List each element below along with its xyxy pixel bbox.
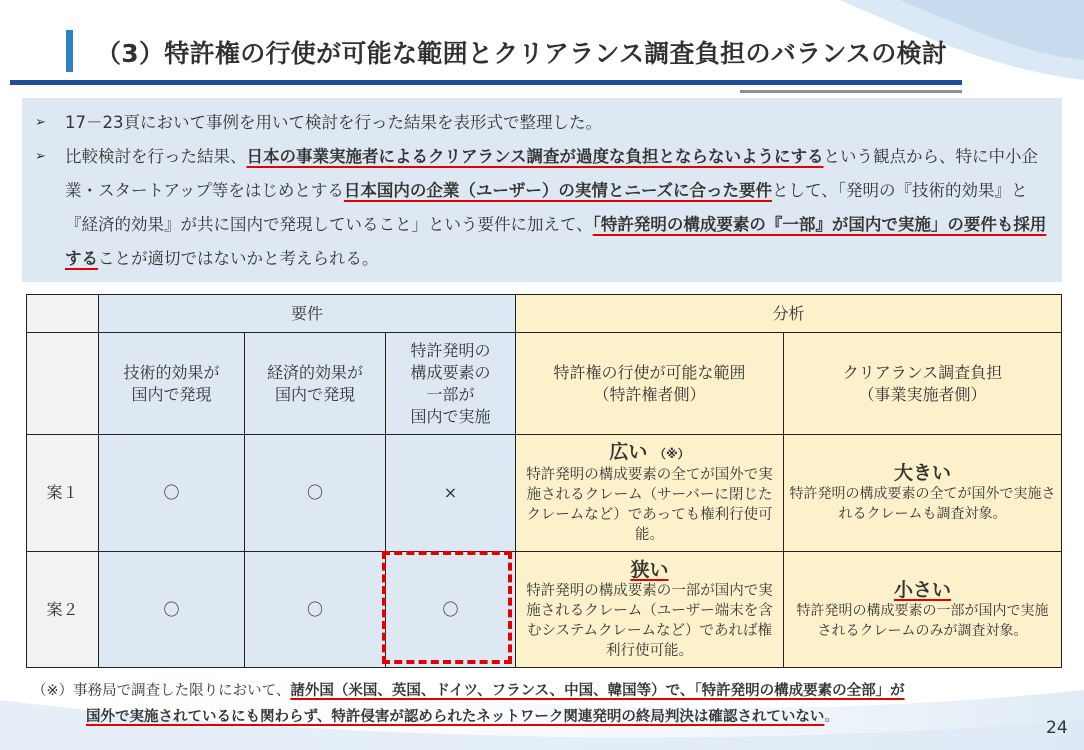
highlight-dashed-box bbox=[382, 551, 512, 664]
requirements-header: 要件 bbox=[99, 295, 516, 333]
scope-cell bbox=[516, 435, 784, 552]
column-header-burden: クリアランス調査負担 （事業実施者側） bbox=[784, 333, 1062, 435]
econ-mark: 〇 bbox=[245, 435, 386, 552]
emphasis-segment: 「特許発明の構成要素の『一部』が国内で実施」の要件も採用する bbox=[65, 215, 1047, 268]
title-underline bbox=[10, 80, 962, 85]
emphasis-segment: 日本国内の企業（ユーザー）の実情とニーズに合った要件 bbox=[343, 181, 773, 200]
burden-detail: 特許発明の構成要素の全てが国外で実施されるクレームも調査対象。 bbox=[789, 486, 1056, 522]
bullet-segment: 17－23頁において事例を用いて検討を行った結果を表形式で整理した。 bbox=[65, 113, 602, 132]
table-row bbox=[27, 435, 1062, 552]
scope-note: （※） bbox=[653, 447, 690, 461]
econ-mark: 〇 bbox=[245, 552, 386, 668]
page-title: （3）特許権の行使が可能な範囲とクリアランス調査負担のバランスの検討 bbox=[96, 39, 948, 68]
footnote-line-2 bbox=[32, 704, 1052, 730]
bullet-segment: として、「発明の『技術的効果』と『経済的効果』が共に国内で発現していること」という要件に加えて、 bbox=[65, 181, 1028, 234]
arrow-bullet-icon: ➢ bbox=[35, 149, 46, 164]
burden-title: 小さい bbox=[893, 578, 951, 601]
bullet-segment: 比較検討を行った結果、 bbox=[65, 147, 247, 166]
footnote-prefix: （※）事務局で調査した限りにおいて、 bbox=[32, 683, 291, 699]
table-row bbox=[27, 552, 1062, 668]
row-label: 案１ bbox=[27, 435, 99, 552]
burden-detail: 特許発明の構成要素の一部が国内で実施されるクレームのみが調査対象。 bbox=[796, 602, 1049, 639]
part-mark: × bbox=[386, 435, 516, 552]
row-label: 案２ bbox=[27, 552, 99, 668]
emphasis-segment: 日本の事業実施者によるクリアランス調査が過度な負担とならないようにする bbox=[246, 147, 824, 166]
arrow-bullet-icon: ➢ bbox=[35, 115, 46, 130]
burden-cell bbox=[784, 552, 1062, 668]
bullet-segment: ことが適切ではないかと考えられる。 bbox=[98, 249, 379, 268]
footnote-line-1 bbox=[32, 678, 1052, 704]
scope-title-line bbox=[520, 441, 779, 465]
tech-mark: 〇 bbox=[99, 435, 245, 552]
footnote-suffix: 。 bbox=[824, 709, 839, 725]
footnote-emphasis: 諸外国（米国、英国、ドイツ、フランス、中国、韓国等）で、「特許発明の構成要素の全部」が bbox=[290, 683, 905, 699]
scope-detail: 特許発明の構成要素の全てが国外で実施されるクレーム（サーバーに閉じたクレームなど）であっても権利行使可能。 bbox=[526, 467, 773, 543]
title-underline-gray bbox=[740, 90, 962, 93]
burden-cell bbox=[784, 435, 1062, 552]
corner-cell bbox=[27, 333, 99, 435]
column-header-scope: 特許権の行使が可能な範囲 （特許権者側） bbox=[516, 333, 784, 435]
part-mark: 〇 bbox=[386, 552, 516, 668]
column-header-part: 特許発明の 構成要素の 一部が 国内で実施 bbox=[386, 333, 516, 435]
bullet-segment: という観点から、特に中小企業・スタートアップ等をはじめとする bbox=[65, 147, 1039, 200]
scope-title: 狭い bbox=[630, 558, 669, 581]
scope-cell bbox=[516, 552, 784, 668]
scope-title-line bbox=[520, 559, 779, 581]
title-accent-bar bbox=[66, 30, 73, 72]
footnote bbox=[32, 678, 1052, 730]
comparison-table bbox=[26, 294, 1062, 668]
analysis-header: 分析 bbox=[516, 295, 1062, 333]
burden-title: 大きい bbox=[893, 462, 951, 484]
bullet-text bbox=[65, 140, 1050, 276]
bullet-text bbox=[65, 106, 1050, 140]
column-header-econ: 経済的効果が 国内で発現 bbox=[245, 333, 386, 435]
burden-title-line bbox=[794, 579, 1051, 601]
scope-title: 広い bbox=[609, 441, 648, 463]
footnote-emphasis: 国外で実施されているにも関わらず、特許侵害が認められたネットワーク関連発明の終局判決は確認されていない bbox=[86, 709, 825, 725]
tech-mark: 〇 bbox=[99, 552, 245, 668]
page-number: 24 bbox=[1046, 718, 1068, 738]
corner-cell bbox=[27, 295, 99, 333]
scope-detail: 特許発明の構成要素の一部が国内で実施されるクレーム（ユーザー端末を含むシステムクレームなど）であれば権利行使可能。 bbox=[526, 582, 773, 659]
column-header-tech: 技術的効果が 国内で発現 bbox=[99, 333, 245, 435]
